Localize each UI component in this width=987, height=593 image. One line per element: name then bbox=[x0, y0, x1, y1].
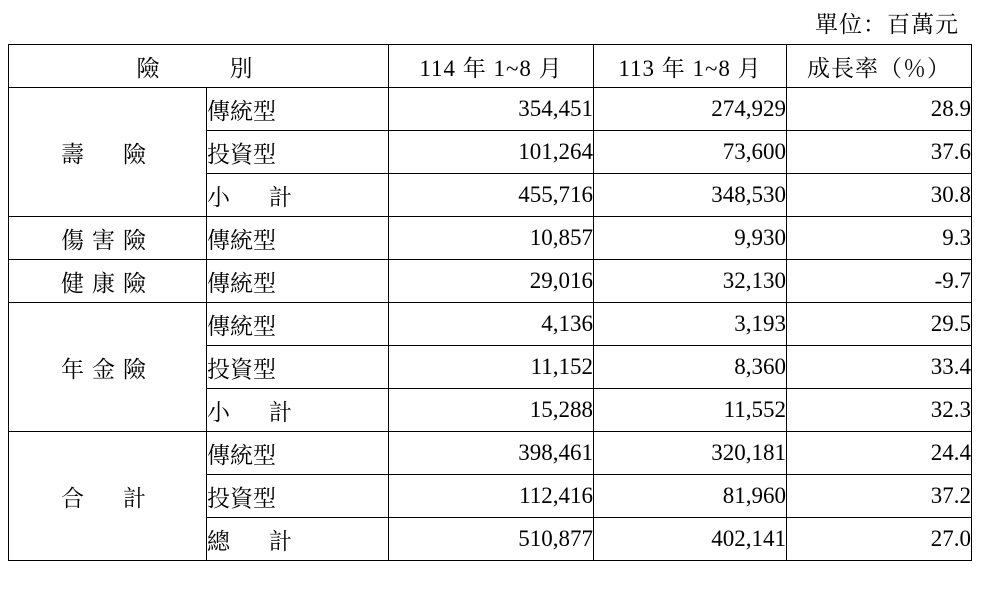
table-row bbox=[9, 88, 972, 131]
cell-current: 11,152 bbox=[389, 346, 594, 389]
cell-previous: 402,141 bbox=[594, 518, 787, 561]
cell-previous: 3,193 bbox=[594, 303, 787, 346]
cell-previous: 11,552 bbox=[594, 389, 787, 432]
cell-growth: 9.3 bbox=[787, 217, 972, 260]
row-type-label: 傳統型 bbox=[207, 432, 389, 475]
cell-current: 101,264 bbox=[389, 131, 594, 174]
cell-growth: 37.2 bbox=[787, 475, 972, 518]
cell-previous: 8,360 bbox=[594, 346, 787, 389]
row-type-label: 傳統型 bbox=[207, 260, 389, 303]
row-type-label: 總 計 bbox=[207, 518, 389, 561]
row-category-total: 合 計 bbox=[9, 432, 207, 561]
cell-previous: 348,530 bbox=[594, 174, 787, 217]
cell-growth: 30.8 bbox=[787, 174, 972, 217]
row-type-label: 投資型 bbox=[207, 346, 389, 389]
row-category-annuity: 年金險 bbox=[9, 303, 207, 432]
cell-growth: 29.5 bbox=[787, 303, 972, 346]
cell-previous: 320,181 bbox=[594, 432, 787, 475]
cell-current: 510,877 bbox=[389, 518, 594, 561]
cell-current: 354,451 bbox=[389, 88, 594, 131]
column-header-previous-period: 113 年 1~8 月 bbox=[594, 45, 787, 88]
column-header-category: 險 別 bbox=[9, 45, 389, 88]
table-header bbox=[9, 45, 972, 88]
column-header-growth-rate: 成長率（％） bbox=[787, 45, 972, 88]
table-row bbox=[9, 217, 972, 260]
row-type-label: 投資型 bbox=[207, 475, 389, 518]
row-type-label: 小 計 bbox=[207, 389, 389, 432]
cell-previous: 9,930 bbox=[594, 217, 787, 260]
cell-current: 455,716 bbox=[389, 174, 594, 217]
cell-growth: 32.3 bbox=[787, 389, 972, 432]
row-type-label: 投資型 bbox=[207, 131, 389, 174]
cell-growth: -9.7 bbox=[787, 260, 972, 303]
cell-current: 10,857 bbox=[389, 217, 594, 260]
table-row bbox=[9, 260, 972, 303]
cell-current: 398,461 bbox=[389, 432, 594, 475]
cell-growth: 27.0 bbox=[787, 518, 972, 561]
cell-previous: 274,929 bbox=[594, 88, 787, 131]
row-type-label: 小 計 bbox=[207, 174, 389, 217]
cell-growth: 28.9 bbox=[787, 88, 972, 131]
table-row bbox=[9, 303, 972, 346]
unit-note: 單位：百萬元 bbox=[815, 12, 959, 37]
row-category-health: 健康險 bbox=[9, 260, 207, 303]
cell-current: 29,016 bbox=[389, 260, 594, 303]
cell-current: 112,416 bbox=[389, 475, 594, 518]
cell-growth: 24.4 bbox=[787, 432, 972, 475]
table-body bbox=[9, 88, 972, 561]
cell-current: 15,288 bbox=[389, 389, 594, 432]
cell-previous: 81,960 bbox=[594, 475, 787, 518]
row-type-label: 傳統型 bbox=[207, 217, 389, 260]
cell-current: 4,136 bbox=[389, 303, 594, 346]
table-row bbox=[9, 432, 972, 475]
cell-previous: 73,600 bbox=[594, 131, 787, 174]
cell-growth: 37.6 bbox=[787, 131, 972, 174]
row-category-accident: 傷害險 bbox=[9, 217, 207, 260]
cell-previous: 32,130 bbox=[594, 260, 787, 303]
table-header-row bbox=[9, 45, 972, 88]
cell-growth: 33.4 bbox=[787, 346, 972, 389]
row-category-life: 壽 險 bbox=[9, 88, 207, 217]
row-type-label: 傳統型 bbox=[207, 88, 389, 131]
insurance-premium-table bbox=[8, 44, 972, 561]
row-type-label: 傳統型 bbox=[207, 303, 389, 346]
column-header-current-period: 114 年 1~8 月 bbox=[389, 45, 594, 88]
